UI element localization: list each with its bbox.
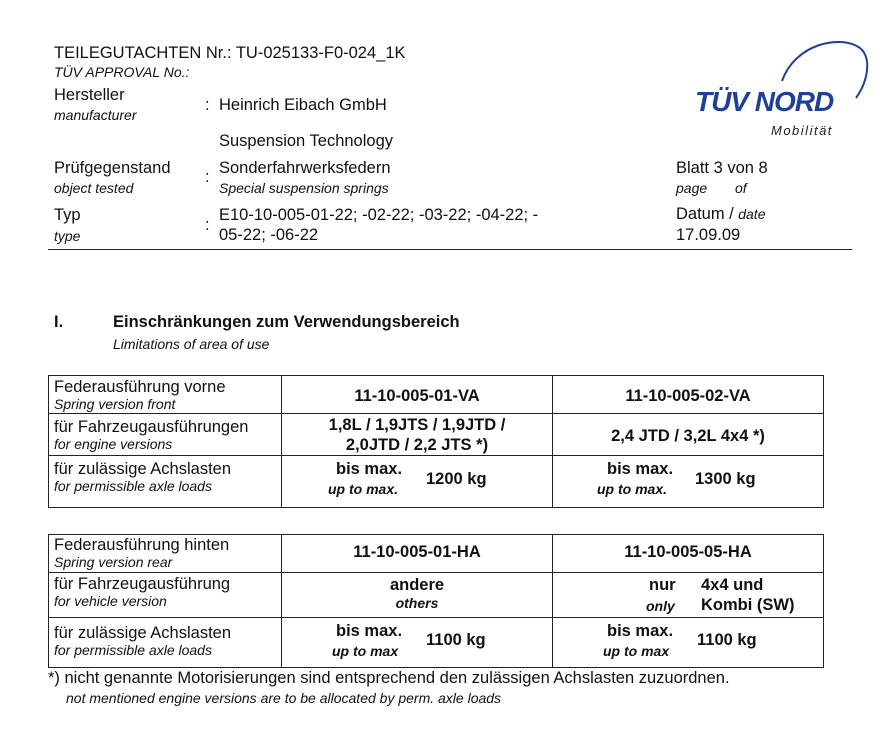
date-label-en: date [738,206,766,222]
table-cell [553,414,824,456]
type-value-line1: E10-10-005-01-22; -02-22; -03-22; -04-22; - [219,206,539,224]
type-value-line2: 05-22; -06-22 [219,226,319,244]
row-label: für zulässige Achslasten [54,460,232,478]
table-cell [282,376,553,414]
axle-load-value: 1300 kg [695,470,756,488]
row-label: Federausführung vorne [54,378,226,396]
max-label: bis max. [336,460,403,478]
row-label: Federausführung hinten [54,536,230,554]
table-cell [282,456,553,508]
manufacturer-colon: : [205,96,210,114]
table-cell [282,535,553,573]
type-label-en: type [54,228,81,244]
table-cell [49,535,282,573]
table-row [49,376,824,414]
rear-spring-table [48,534,824,668]
part-number: 11-10-005-02-VA [625,387,751,405]
certificate-title-en: TÜV APPROVAL No.: [54,64,190,80]
vehicle-version-only-en: only [646,598,675,614]
max-label: bis max. [607,622,674,640]
vehicle-version: andere [389,576,445,594]
engine-versions: 2,4 JTD / 3,2L 4x4 *) [611,427,765,445]
type-label: Typ [54,206,81,224]
row-label: für Fahrzeugausführung [54,575,231,593]
row-label-en: for vehicle version [54,593,167,609]
table-cell [282,414,553,456]
front-spring-table [48,375,824,508]
object-label: Prüfgegenstand [54,159,171,177]
footnote: *) nicht genannte Motorisierungen sind entsprechend den zulässigen Achslasten zuzuordnen. [48,669,730,687]
manufacturer-value-2: Suspension Technology [219,132,393,150]
page-number: Blatt 3 von 8 [676,159,768,177]
engine-line1: 1,8L / 1,9JTS / 1,9JTD / [328,416,506,434]
section-title: Einschränkungen zum Verwendungsbereich [113,313,460,331]
axle-load-value: 1100 kg [697,631,757,649]
vehicle-version-line2: Kombi (SW) [701,596,795,614]
axle-load-value: 1100 kg [426,631,486,649]
certificate-title: TEILEGUTACHTEN Nr.: TU-025133-F0-024_1K [54,44,406,62]
table-cell [49,573,282,618]
axle-load-value: 1200 kg [426,470,487,488]
object-value: Sonderfahrwerksfedern [219,159,391,177]
row-label-en: for permissible axle loads [54,478,212,494]
manufacturer-label: Hersteller [54,86,125,104]
page-en-page: page [676,180,708,196]
date-label [676,205,765,224]
date-value: 17.09.09 [676,226,741,244]
type-colon: : [205,216,210,234]
section-number: I. [54,313,64,331]
logo-sub: Mobilität [771,123,833,138]
table-cell [282,618,553,668]
table-row [49,535,824,573]
table-cell [553,535,824,573]
logo-brand: TÜV NORD [695,86,834,117]
row-label: für Fahrzeugausführungen [54,418,249,436]
table-cell [553,573,824,618]
date-label-de: Datum / [676,205,734,223]
table-cell [553,456,824,508]
vehicle-version-line1: 4x4 und [701,576,764,594]
header-divider [48,249,852,250]
object-colon: : [205,168,210,186]
max-label: bis max. [607,460,674,478]
table-row [49,414,824,456]
max-label: bis max. [336,622,403,640]
table-cell [49,414,282,456]
footnote-en: not mentioned engine versions are to be allocated by perm. axle loads [66,690,502,706]
table-row [49,573,824,618]
table-cell [553,618,824,668]
row-label-en: Spring version rear [54,554,173,570]
manufacturer-value: Heinrich Eibach GmbH [219,96,387,114]
max-label-en: up to max. [328,481,399,497]
table-cell [282,573,553,618]
object-value-en: Special suspension springs [219,180,389,196]
row-label-en: for permissible axle loads [54,642,212,658]
max-label-en: up to max [603,643,670,659]
table-cell [49,376,282,414]
table-cell [49,618,282,668]
page-en-of: of [735,180,747,196]
table-row [49,456,824,508]
table-cell [49,456,282,508]
vehicle-version-en: others [395,595,439,611]
table-cell [553,376,824,414]
vehicle-version-only: nur [649,576,676,594]
part-number: 11-10-005-01-HA [353,543,481,561]
manufacturer-label-en: manufacturer [54,107,137,123]
max-label-en: up to max. [597,481,668,497]
table-row [49,618,824,668]
row-label: für zulässige Achslasten [54,624,232,642]
part-number: 11-10-005-05-HA [624,543,752,561]
engine-line2: 2,0JTD / 2,2 JTS *) [345,436,489,454]
part-number: 11-10-005-01-VA [354,387,480,405]
row-label-en: Spring version front [54,396,176,412]
max-label-en: up to max [332,643,399,659]
section-subtitle: Limitations of area of use [113,336,270,352]
row-label-en: for engine versions [54,436,173,452]
object-label-en: object tested [54,180,134,196]
